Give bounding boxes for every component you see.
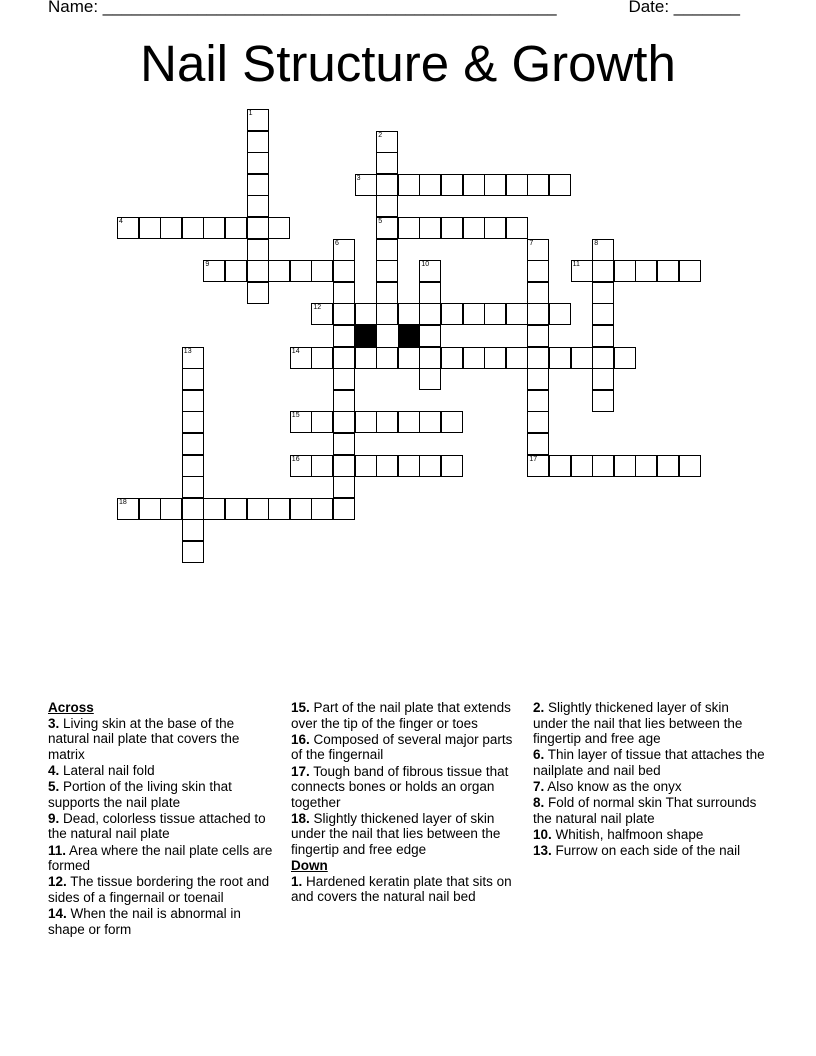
clues-column-3	[533, 700, 765, 860]
grid-cell[interactable]	[592, 347, 614, 369]
grid-cell[interactable]	[333, 433, 355, 455]
cell-number: 1	[248, 110, 253, 117]
grid-cell[interactable]	[376, 152, 398, 174]
grid-cell[interactable]	[139, 217, 161, 239]
grid-cell[interactable]	[398, 455, 420, 477]
cell-number: 18	[119, 498, 127, 506]
grid-cell[interactable]	[506, 303, 528, 325]
grid-cell[interactable]	[592, 282, 614, 304]
clue-number: 1.	[291, 873, 303, 889]
clue-number: 13.	[533, 843, 552, 859]
clue-number: 15.	[291, 700, 310, 715]
grid-cell[interactable]	[549, 303, 571, 325]
grid-cell[interactable]	[527, 174, 549, 196]
cell-number: 14	[291, 347, 300, 355]
grid-cell[interactable]	[463, 217, 485, 239]
grid-cell[interactable]	[203, 498, 225, 520]
grid-cell[interactable]	[290, 347, 312, 369]
grid-cell[interactable]	[592, 303, 614, 325]
grid-cell[interactable]	[355, 411, 377, 433]
grid-cell[interactable]	[635, 260, 657, 282]
clue	[533, 747, 765, 778]
grid-cell[interactable]	[527, 455, 549, 477]
cell-number: 10	[421, 261, 430, 269]
grid-cell[interactable]	[311, 260, 333, 282]
grid-cell[interactable]	[376, 260, 398, 282]
cell-number: 8	[594, 239, 599, 247]
grid-cell[interactable]	[333, 411, 355, 433]
grid-cell[interactable]	[419, 368, 441, 390]
grid-cell[interactable]	[441, 455, 463, 477]
grid-cell[interactable]	[419, 325, 441, 347]
clue-number: 16.	[291, 731, 310, 747]
grid-cell[interactable]	[463, 174, 485, 196]
date-field[interactable]: Date: _______	[628, 0, 740, 16]
clue-text: Living skin at the base of the natural nail plate that covers the matrix	[48, 715, 240, 762]
grid-cell[interactable]	[290, 498, 312, 520]
grid-cell[interactable]	[376, 217, 398, 239]
grid-cell[interactable]	[527, 325, 549, 347]
grid-cell[interactable]	[355, 174, 377, 196]
grid-cell[interactable]	[614, 347, 636, 369]
grid-cell[interactable]	[182, 368, 204, 390]
grid-cell[interactable]	[247, 260, 269, 282]
grid-cell[interactable]	[614, 455, 636, 477]
grid-cell[interactable]	[506, 217, 528, 239]
grid-cell[interactable]	[398, 217, 420, 239]
grid-cell[interactable]	[117, 498, 139, 520]
grid-cell[interactable]	[657, 455, 679, 477]
clue	[291, 764, 523, 811]
black-cell	[398, 325, 420, 347]
clue-text: Furrow on each side of the nail	[551, 843, 741, 859]
grid-cell[interactable]	[592, 325, 614, 347]
grid-cell[interactable]	[398, 303, 420, 325]
grid-cell[interactable]	[527, 239, 549, 261]
grid-cell[interactable]	[268, 217, 290, 239]
grid-cell[interactable]	[333, 325, 355, 347]
clue	[291, 732, 523, 763]
grid-cell[interactable]	[376, 239, 398, 261]
clue-text: Area where the nail plate cells are formed	[48, 842, 273, 874]
grid-cell[interactable]	[117, 217, 139, 239]
clue-text: Slightly thickened layer of skin under the nail that lies between the fingertip and free edge	[291, 810, 501, 857]
grid-cell[interactable]	[376, 411, 398, 433]
clue-number: 11.	[48, 842, 67, 858]
grid-cell[interactable]	[247, 239, 269, 261]
grid-cell[interactable]	[441, 174, 463, 196]
cell-number: 2	[378, 131, 383, 139]
cell-number: 17	[529, 455, 538, 463]
clue-text: Dead, colorless tissue attached to the natural nail plate	[48, 810, 266, 842]
clue-text: Hardened keratin plate that sits on and covers the natural nail bed	[291, 873, 512, 905]
grid-cell[interactable]	[419, 282, 441, 304]
cell-number: 13	[183, 347, 192, 355]
clue	[48, 906, 274, 937]
clue	[291, 700, 523, 731]
clue-number: 14.	[48, 906, 67, 922]
grid-cell[interactable]	[290, 455, 312, 477]
cell-number: 3	[356, 174, 361, 182]
grid-cell[interactable]	[225, 498, 247, 520]
clue-number: 3.	[48, 715, 60, 731]
clue	[291, 811, 523, 858]
grid-cell[interactable]	[441, 303, 463, 325]
grid-cell[interactable]	[441, 347, 463, 369]
grid-cell[interactable]	[182, 541, 204, 563]
grid-cell[interactable]	[247, 152, 269, 174]
grid-cell[interactable]	[419, 347, 441, 369]
clue	[533, 827, 765, 843]
grid-cell[interactable]	[592, 368, 614, 390]
clue-text: The tissue bordering the root and sides of a fingernail or toenail	[48, 874, 270, 905]
grid-cell[interactable]	[484, 347, 506, 369]
grid-cell[interactable]	[506, 347, 528, 369]
clue	[48, 779, 274, 810]
grid-cell[interactable]	[376, 174, 398, 196]
clue-number: 12.	[48, 874, 67, 890]
grid-cell[interactable]	[398, 174, 420, 196]
grid-cell[interactable]	[182, 476, 204, 498]
grid-cell[interactable]	[657, 260, 679, 282]
grid-cell[interactable]	[333, 476, 355, 498]
cell-number: 15	[291, 412, 300, 420]
grid-cell[interactable]	[463, 347, 485, 369]
grid-cell[interactable]	[419, 260, 441, 282]
grid-cell[interactable]	[247, 174, 269, 196]
cell-number: 11	[572, 261, 580, 269]
grid-cell[interactable]	[441, 217, 463, 239]
grid-cell[interactable]	[679, 260, 701, 282]
grid-cell[interactable]	[355, 303, 377, 325]
grid-cell[interactable]	[592, 390, 614, 412]
grid-cell[interactable]	[203, 217, 225, 239]
page-title: Nail Structure & Growth	[140, 35, 676, 92]
grid-cell[interactable]	[419, 303, 441, 325]
clue	[48, 763, 274, 779]
grid-cell[interactable]	[333, 368, 355, 390]
clue	[291, 874, 523, 905]
grid-cell[interactable]	[247, 217, 269, 239]
clue-number: 18.	[291, 810, 310, 826]
grid-cell[interactable]	[549, 347, 571, 369]
grid-cell[interactable]	[376, 303, 398, 325]
clue	[533, 843, 765, 859]
grid-cell[interactable]	[419, 411, 441, 433]
grid-cell[interactable]	[182, 347, 204, 369]
clue-text: Portion of the living skin that supports the nail plate	[48, 779, 232, 810]
grid-cell[interactable]	[592, 239, 614, 261]
grid-cell[interactable]	[527, 282, 549, 304]
grid-cell[interactable]	[376, 131, 398, 153]
clue-number: 17.	[291, 763, 310, 779]
grid-cell[interactable]	[398, 347, 420, 369]
grid-cell[interactable]	[333, 455, 355, 477]
grid-cell[interactable]	[527, 433, 549, 455]
grid-cell[interactable]	[139, 498, 161, 520]
clue	[48, 811, 274, 842]
grid-cell[interactable]	[333, 239, 355, 261]
grid-cell[interactable]	[290, 411, 312, 433]
across-heading: Across	[48, 700, 94, 715]
clue-text: When the nail is abnormal in shape or form	[48, 906, 241, 937]
grid-cell[interactable]	[376, 347, 398, 369]
grid-cell[interactable]	[247, 282, 269, 304]
grid-cell[interactable]	[549, 174, 571, 196]
clue-text: Whitish, halfmoon shape	[551, 827, 704, 843]
grid-cell[interactable]	[527, 411, 549, 433]
clue	[533, 700, 765, 747]
cell-number: 6	[335, 239, 339, 247]
grid-cell[interactable]	[333, 303, 355, 325]
grid-cell[interactable]	[182, 498, 204, 520]
cell-number: 7	[529, 239, 534, 247]
cell-number: 16	[291, 455, 300, 463]
grid-cell[interactable]	[333, 282, 355, 304]
grid-cell[interactable]	[549, 455, 571, 477]
grid-cell[interactable]	[527, 260, 549, 282]
grid-cell[interactable]	[247, 109, 269, 131]
grid-cell[interactable]	[527, 368, 549, 390]
grid-cell[interactable]	[592, 260, 614, 282]
cell-number: 9	[205, 261, 210, 269]
grid-cell[interactable]	[247, 195, 269, 217]
grid-cell[interactable]	[182, 433, 204, 455]
grid-cell[interactable]	[333, 347, 355, 369]
grid-cell[interactable]	[506, 174, 528, 196]
clue-number: 8.	[533, 795, 545, 811]
grid-cell[interactable]	[311, 303, 333, 325]
grid-cell[interactable]	[527, 303, 549, 325]
clue-number: 2.	[533, 700, 545, 715]
grid-cell[interactable]	[527, 347, 549, 369]
grid-cell[interactable]	[355, 347, 377, 369]
clue	[48, 716, 274, 763]
grid-cell[interactable]	[160, 498, 182, 520]
grid-cell[interactable]	[225, 260, 247, 282]
cell-number: 4	[119, 218, 123, 225]
clue-number: 5.	[48, 779, 60, 795]
grid-cell[interactable]	[484, 217, 506, 239]
grid-cell[interactable]	[247, 131, 269, 153]
clues-column-2	[291, 700, 523, 905]
grid-cell[interactable]	[182, 217, 204, 239]
clue-text: Slightly thickened layer of skin under the nail that lies between the fingertip and free age	[533, 700, 743, 746]
clue-text: Part of the nail plate that extends over the tip of the finger or toes	[291, 700, 511, 731]
grid-cell[interactable]	[311, 347, 333, 369]
grid-cell[interactable]	[592, 455, 614, 477]
clue-number: 7.	[533, 779, 545, 795]
grid-cell[interactable]	[225, 217, 247, 239]
grid-cell[interactable]	[571, 455, 593, 477]
clue-text: Thin layer of tissue that attaches the nailplate and nail bed	[533, 747, 765, 778]
clue-text: Tough band of fibrous tissue that connects bones or holds an organ together	[291, 763, 509, 810]
grid-cell[interactable]	[419, 174, 441, 196]
grid-cell[interactable]	[484, 174, 506, 196]
clue-text: Also know as the onyx	[544, 779, 682, 795]
clue-text: Composed of several major parts of the fingernail	[291, 731, 513, 763]
grid-cell[interactable]	[398, 411, 420, 433]
grid-cell[interactable]	[290, 260, 312, 282]
cell-number: 5	[378, 218, 383, 225]
grid-cell[interactable]	[268, 498, 290, 520]
name-field[interactable]: Name: ________________________________________________	[48, 0, 557, 16]
grid-cell[interactable]	[441, 411, 463, 433]
clue-text: Fold of normal skin That surrounds the natural nail plate	[533, 795, 757, 826]
grid-cell[interactable]	[247, 498, 269, 520]
grid-cell[interactable]	[182, 519, 204, 541]
grid-cell[interactable]	[311, 411, 333, 433]
grid-cell[interactable]	[182, 390, 204, 412]
grid-cell[interactable]	[614, 260, 636, 282]
grid-cell[interactable]	[679, 455, 701, 477]
cell-number: 12	[313, 304, 322, 312]
grid-cell[interactable]	[376, 282, 398, 304]
grid-cell[interactable]	[419, 217, 441, 239]
clue-number: 4.	[48, 762, 60, 778]
black-cell	[355, 325, 377, 347]
grid-cell[interactable]	[182, 455, 204, 477]
grid-cell[interactable]	[376, 455, 398, 477]
grid-cell[interactable]	[311, 455, 333, 477]
clue-number: 6.	[533, 747, 545, 763]
grid-cell[interactable]	[333, 498, 355, 520]
grid-cell[interactable]	[333, 260, 355, 282]
grid-cell[interactable]	[571, 347, 593, 369]
grid-cell[interactable]	[203, 260, 225, 282]
grid-cell[interactable]	[268, 260, 290, 282]
clue-number: 10.	[533, 827, 552, 843]
clue	[48, 874, 274, 905]
clues-column-1	[48, 700, 274, 938]
clue-text: Lateral nail fold	[59, 762, 155, 778]
grid-cell[interactable]	[419, 455, 441, 477]
grid-cell[interactable]	[571, 260, 593, 282]
clue	[48, 843, 274, 874]
grid-cell[interactable]	[182, 411, 204, 433]
grid-cell[interactable]	[311, 498, 333, 520]
clue	[533, 795, 765, 826]
grid-cell[interactable]	[527, 390, 549, 412]
grid-cell[interactable]	[484, 303, 506, 325]
grid-cell[interactable]	[635, 455, 657, 477]
down-heading: Down	[291, 858, 328, 874]
clue-number: 9.	[48, 810, 60, 826]
grid-cell[interactable]	[333, 390, 355, 412]
grid-cell[interactable]	[355, 455, 377, 477]
grid-cell[interactable]	[463, 303, 485, 325]
grid-cell[interactable]	[160, 217, 182, 239]
clue	[533, 779, 765, 795]
grid-cell[interactable]	[376, 195, 398, 217]
